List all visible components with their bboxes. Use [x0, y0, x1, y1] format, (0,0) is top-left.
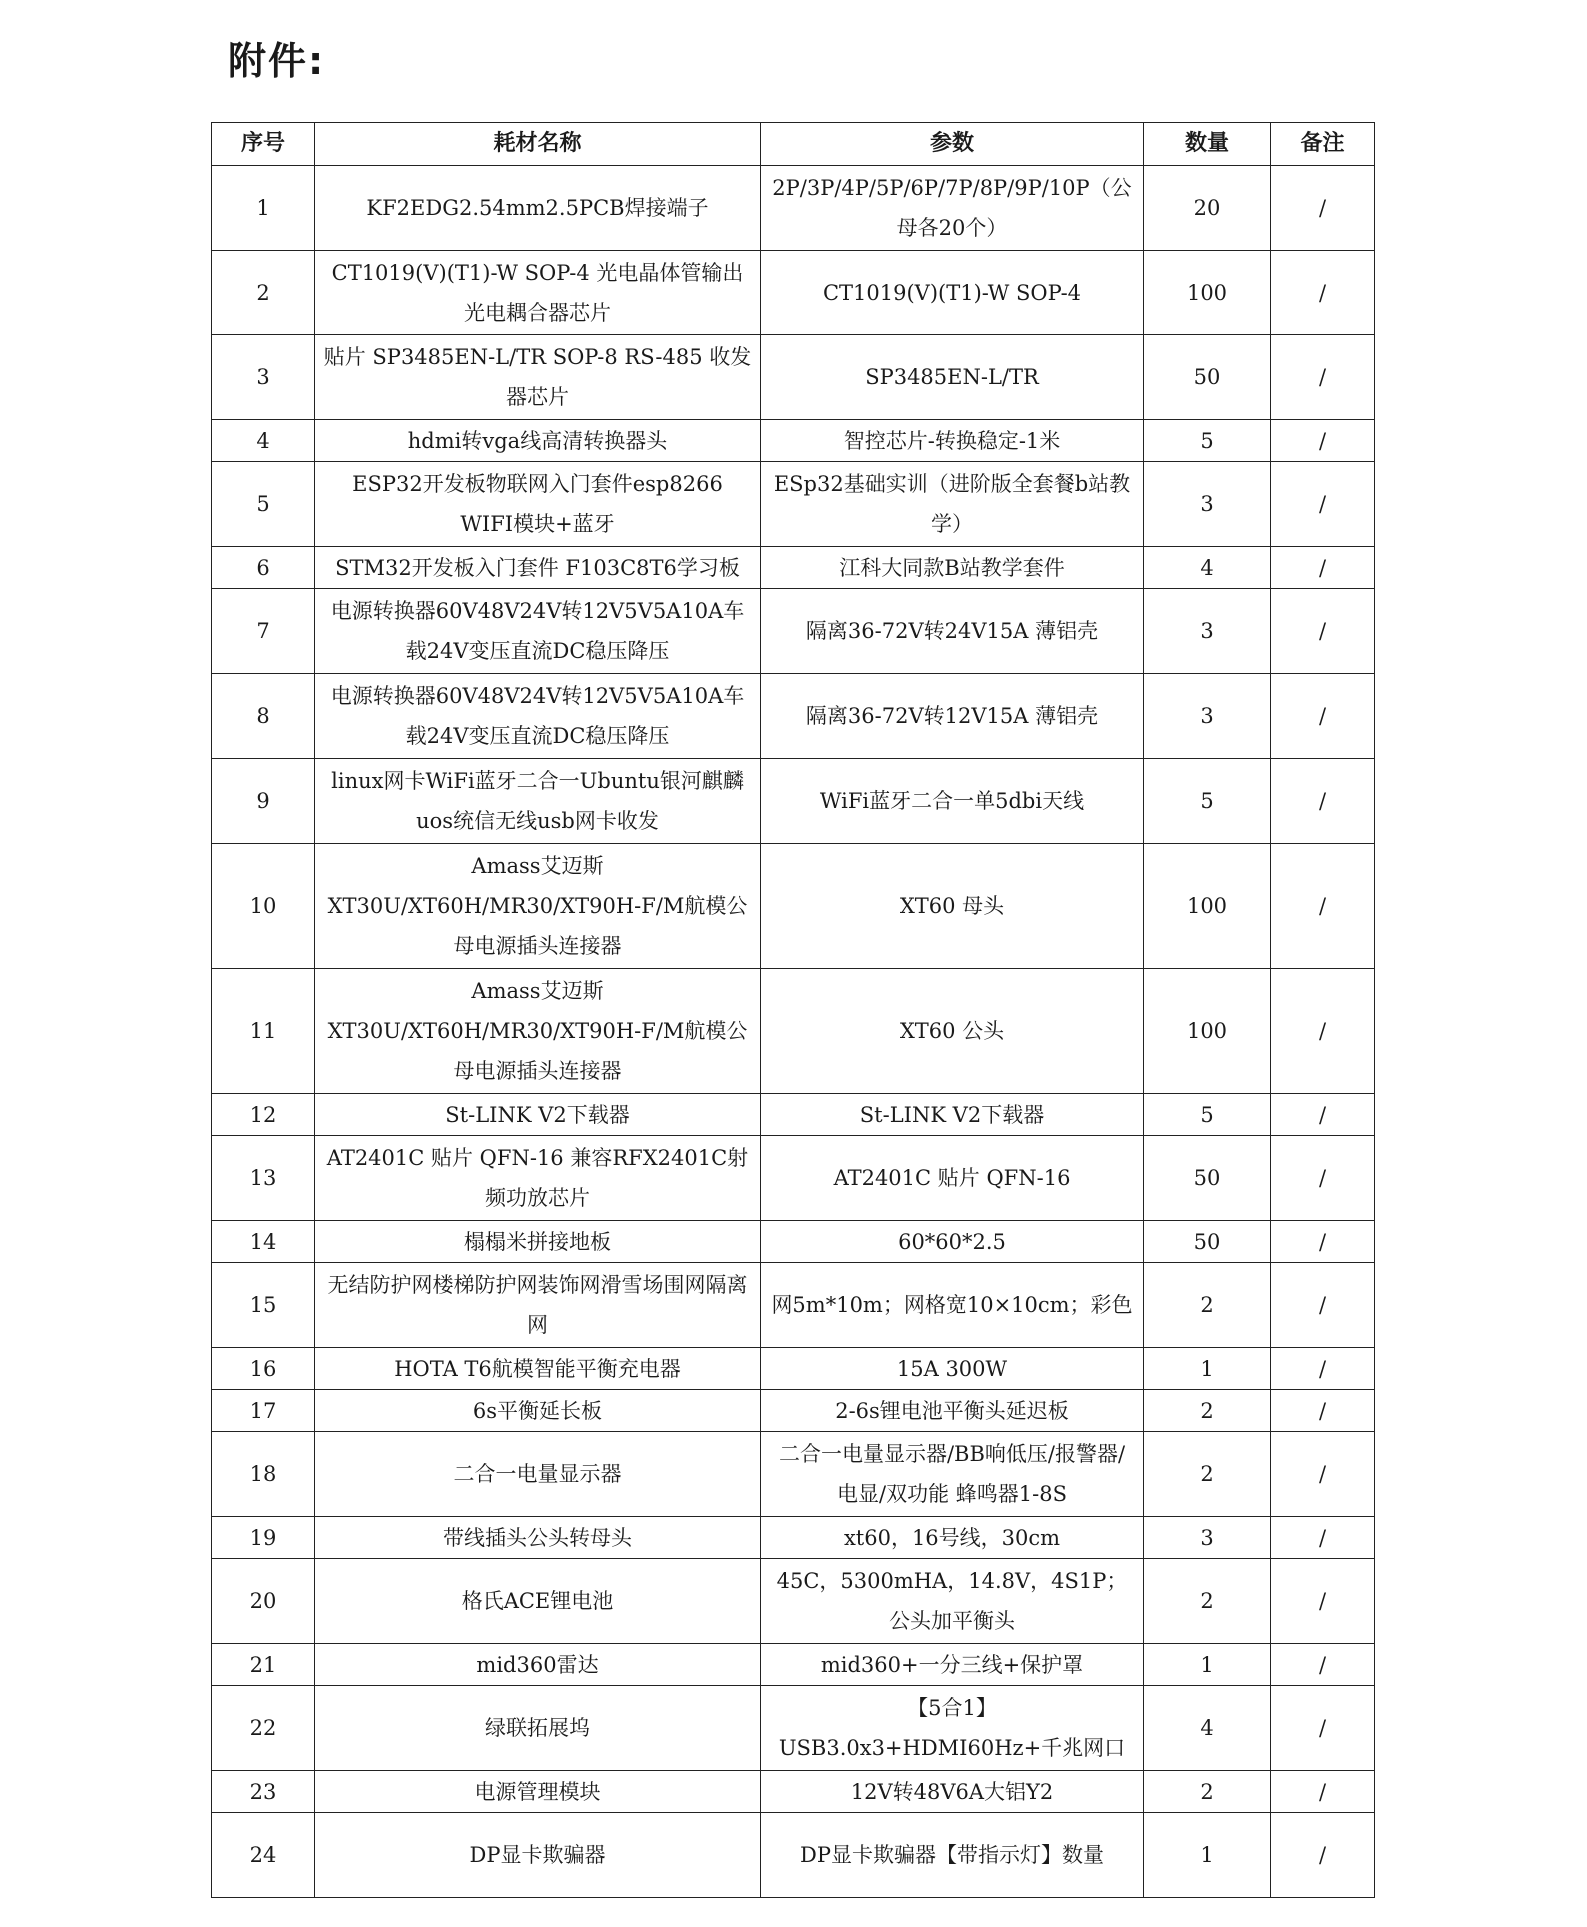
cell-qty: 3 [1144, 1517, 1271, 1559]
cell-qty: 3 [1144, 462, 1271, 547]
table-header-row [212, 123, 1375, 166]
cell-param: 60*60*2.5 [761, 1221, 1144, 1263]
cell-param: WiFi蓝牙二合一单5dbi天线 [761, 759, 1144, 844]
cell-qty: 50 [1144, 1136, 1271, 1221]
cell-no: 20 [212, 1559, 315, 1644]
cell-note: / [1271, 1517, 1375, 1559]
table-row [212, 1771, 1375, 1813]
cell-note: / [1271, 1686, 1375, 1771]
cell-qty: 100 [1144, 251, 1271, 335]
cell-note: / [1271, 589, 1375, 674]
table-row [212, 1517, 1375, 1559]
cell-note: / [1271, 1432, 1375, 1517]
table-row [212, 462, 1375, 547]
page-title: 附件: [228, 39, 326, 83]
cell-note: / [1271, 166, 1375, 251]
cell-param: 二合一电量显示器/BB响低压/报警器/电显/双功能 蜂鸣器1-8S [761, 1432, 1144, 1517]
table-row [212, 1432, 1375, 1517]
cell-note: / [1271, 1559, 1375, 1644]
cell-no: 17 [212, 1390, 315, 1432]
cell-param: AT2401C 贴片 QFN-16 [761, 1136, 1144, 1221]
cell-note: / [1271, 335, 1375, 420]
header-no: 序号 [212, 123, 315, 166]
cell-qty: 3 [1144, 674, 1271, 759]
cell-param: 15A 300W [761, 1348, 1144, 1390]
cell-note: / [1271, 1263, 1375, 1348]
cell-note: / [1271, 674, 1375, 759]
cell-no: 21 [212, 1644, 315, 1686]
cell-name: 格氏ACE锂电池 [315, 1559, 761, 1644]
cell-name: hdmi转vga线高清转换器头 [315, 420, 761, 462]
cell-name: 电源转换器60V48V24V转12V5V5A10A车载24V变压直流DC稳压降压 [315, 674, 761, 759]
header-qty: 数量 [1144, 123, 1271, 166]
cell-note: / [1271, 969, 1375, 1094]
cell-name: 二合一电量显示器 [315, 1432, 761, 1517]
table-row [212, 251, 1375, 335]
cell-name: KF2EDG2.54mm2.5PCB焊接端子 [315, 166, 761, 251]
table-row [212, 1644, 1375, 1686]
cell-no: 14 [212, 1221, 315, 1263]
cell-name: 榻榻米拼接地板 [315, 1221, 761, 1263]
header-note: 备注 [1271, 123, 1375, 166]
cell-name: 贴片 SP3485EN-L/TR SOP-8 RS-485 收发器芯片 [315, 335, 761, 420]
cell-note: / [1271, 1136, 1375, 1221]
cell-qty: 4 [1144, 1686, 1271, 1771]
cell-no: 22 [212, 1686, 315, 1771]
cell-param: mid360+一分三线+保护罩 [761, 1644, 1144, 1686]
cell-note: / [1271, 547, 1375, 589]
cell-qty: 3 [1144, 589, 1271, 674]
cell-param: 12V转48V6A大铝Y2 [761, 1771, 1144, 1813]
cell-param: 2-6s锂电池平衡头延迟板 [761, 1390, 1144, 1432]
consumables-table [211, 122, 1375, 1898]
header-name: 耗材名称 [315, 123, 761, 166]
cell-qty: 50 [1144, 335, 1271, 420]
cell-param: 隔离36-72V转24V15A 薄铝壳 [761, 589, 1144, 674]
cell-param: 网5m*10m；网格宽10×10cm；彩色 [761, 1263, 1144, 1348]
cell-qty: 2 [1144, 1559, 1271, 1644]
cell-param: 【5合1】USB3.0x3+HDMI60Hz+千兆网口 [761, 1686, 1144, 1771]
cell-qty: 1 [1144, 1348, 1271, 1390]
cell-param: 智控芯片-转换稳定-1米 [761, 420, 1144, 462]
cell-name: mid360雷达 [315, 1644, 761, 1686]
cell-param: St-LINK V2下载器 [761, 1094, 1144, 1136]
cell-qty: 5 [1144, 1094, 1271, 1136]
cell-qty: 1 [1144, 1813, 1271, 1898]
cell-param: 2P/3P/4P/5P/6P/7P/8P/9P/10P（公母各20个） [761, 166, 1144, 251]
cell-note: / [1271, 420, 1375, 462]
cell-note: / [1271, 1348, 1375, 1390]
cell-qty: 100 [1144, 844, 1271, 969]
cell-name: 带线插头公头转母头 [315, 1517, 761, 1559]
table-row [212, 1348, 1375, 1390]
cell-qty: 2 [1144, 1390, 1271, 1432]
cell-name: 6s平衡延长板 [315, 1390, 761, 1432]
cell-no: 2 [212, 251, 315, 335]
cell-qty: 50 [1144, 1221, 1271, 1263]
cell-param: 45C，5300mHA，14.8V，4S1P；公头加平衡头 [761, 1559, 1144, 1644]
cell-no: 7 [212, 589, 315, 674]
header-param: 参数 [761, 123, 1144, 166]
table-row [212, 335, 1375, 420]
cell-name: AT2401C 贴片 QFN-16 兼容RFX2401C射频功放芯片 [315, 1136, 761, 1221]
table-row [212, 589, 1375, 674]
cell-note: / [1271, 1771, 1375, 1813]
table-row [212, 759, 1375, 844]
cell-name: Amass艾迈斯XT30U/XT60H/MR30/XT90H-F/M航模公母电源插头连接器 [315, 969, 761, 1094]
cell-note: / [1271, 251, 1375, 335]
cell-no: 16 [212, 1348, 315, 1390]
cell-param: XT60 母头 [761, 844, 1144, 969]
cell-name: ESP32开发板物联网入门套件esp8266 WIFI模块+蓝牙 [315, 462, 761, 547]
table-row [212, 1221, 1375, 1263]
table-row [212, 969, 1375, 1094]
cell-no: 23 [212, 1771, 315, 1813]
cell-note: / [1271, 759, 1375, 844]
cell-note: / [1271, 1094, 1375, 1136]
cell-no: 9 [212, 759, 315, 844]
cell-name: Amass艾迈斯XT30U/XT60H/MR30/XT90H-F/M航模公母电源插头连接器 [315, 844, 761, 969]
cell-note: / [1271, 1813, 1375, 1898]
table-row [212, 166, 1375, 251]
table-row [212, 547, 1375, 589]
cell-no: 4 [212, 420, 315, 462]
cell-qty: 20 [1144, 166, 1271, 251]
cell-no: 24 [212, 1813, 315, 1898]
cell-no: 10 [212, 844, 315, 969]
cell-name: 无结防护网楼梯防护网装饰网滑雪场围网隔离网 [315, 1263, 761, 1348]
cell-qty: 5 [1144, 420, 1271, 462]
cell-param: DP显卡欺骗器【带指示灯】数量 [761, 1813, 1144, 1898]
cell-note: / [1271, 1390, 1375, 1432]
cell-note: / [1271, 462, 1375, 547]
cell-no: 1 [212, 166, 315, 251]
cell-qty: 4 [1144, 547, 1271, 589]
cell-param: SP3485EN-L/TR [761, 335, 1144, 420]
cell-param: xt60，16号线，30cm [761, 1517, 1144, 1559]
cell-name: CT1019(V)(T1)-W SOP-4 光电晶体管输出光电耦合器芯片 [315, 251, 761, 335]
cell-no: 13 [212, 1136, 315, 1221]
table-row [212, 1813, 1375, 1898]
table-row [212, 1559, 1375, 1644]
cell-name: linux网卡WiFi蓝牙二合一Ubuntu银河麒麟uos统信无线usb网卡收发 [315, 759, 761, 844]
table-row [212, 1263, 1375, 1348]
cell-no: 8 [212, 674, 315, 759]
cell-qty: 100 [1144, 969, 1271, 1094]
cell-qty: 2 [1144, 1771, 1271, 1813]
cell-param: CT1019(V)(T1)-W SOP-4 [761, 251, 1144, 335]
cell-note: / [1271, 1221, 1375, 1263]
cell-note: / [1271, 844, 1375, 969]
cell-no: 18 [212, 1432, 315, 1517]
table-row [212, 1094, 1375, 1136]
table-row [212, 1136, 1375, 1221]
cell-no: 11 [212, 969, 315, 1094]
table-row [212, 420, 1375, 462]
table-row [212, 674, 1375, 759]
table-row [212, 1390, 1375, 1432]
cell-no: 6 [212, 547, 315, 589]
cell-param: 隔离36-72V转12V15A 薄铝壳 [761, 674, 1144, 759]
cell-qty: 1 [1144, 1644, 1271, 1686]
table-row [212, 844, 1375, 969]
cell-qty: 2 [1144, 1263, 1271, 1348]
cell-no: 3 [212, 335, 315, 420]
cell-name: 绿联拓展坞 [315, 1686, 761, 1771]
cell-name: DP显卡欺骗器 [315, 1813, 761, 1898]
cell-no: 15 [212, 1263, 315, 1348]
cell-qty: 2 [1144, 1432, 1271, 1517]
cell-no: 19 [212, 1517, 315, 1559]
cell-no: 12 [212, 1094, 315, 1136]
cell-no: 5 [212, 462, 315, 547]
cell-qty: 5 [1144, 759, 1271, 844]
cell-name: 电源转换器60V48V24V转12V5V5A10A车载24V变压直流DC稳压降压 [315, 589, 761, 674]
cell-name: 电源管理模块 [315, 1771, 761, 1813]
cell-note: / [1271, 1644, 1375, 1686]
cell-name: St-LINK V2下载器 [315, 1094, 761, 1136]
cell-param: XT60 公头 [761, 969, 1144, 1094]
cell-name: HOTA T6航模智能平衡充电器 [315, 1348, 761, 1390]
cell-name: STM32开发板入门套件 F103C8T6学习板 [315, 547, 761, 589]
table-row [212, 1686, 1375, 1771]
cell-param: 江科大同款B站教学套件 [761, 547, 1144, 589]
cell-param: ESp32基础实训（进阶版全套餐b站教学） [761, 462, 1144, 547]
